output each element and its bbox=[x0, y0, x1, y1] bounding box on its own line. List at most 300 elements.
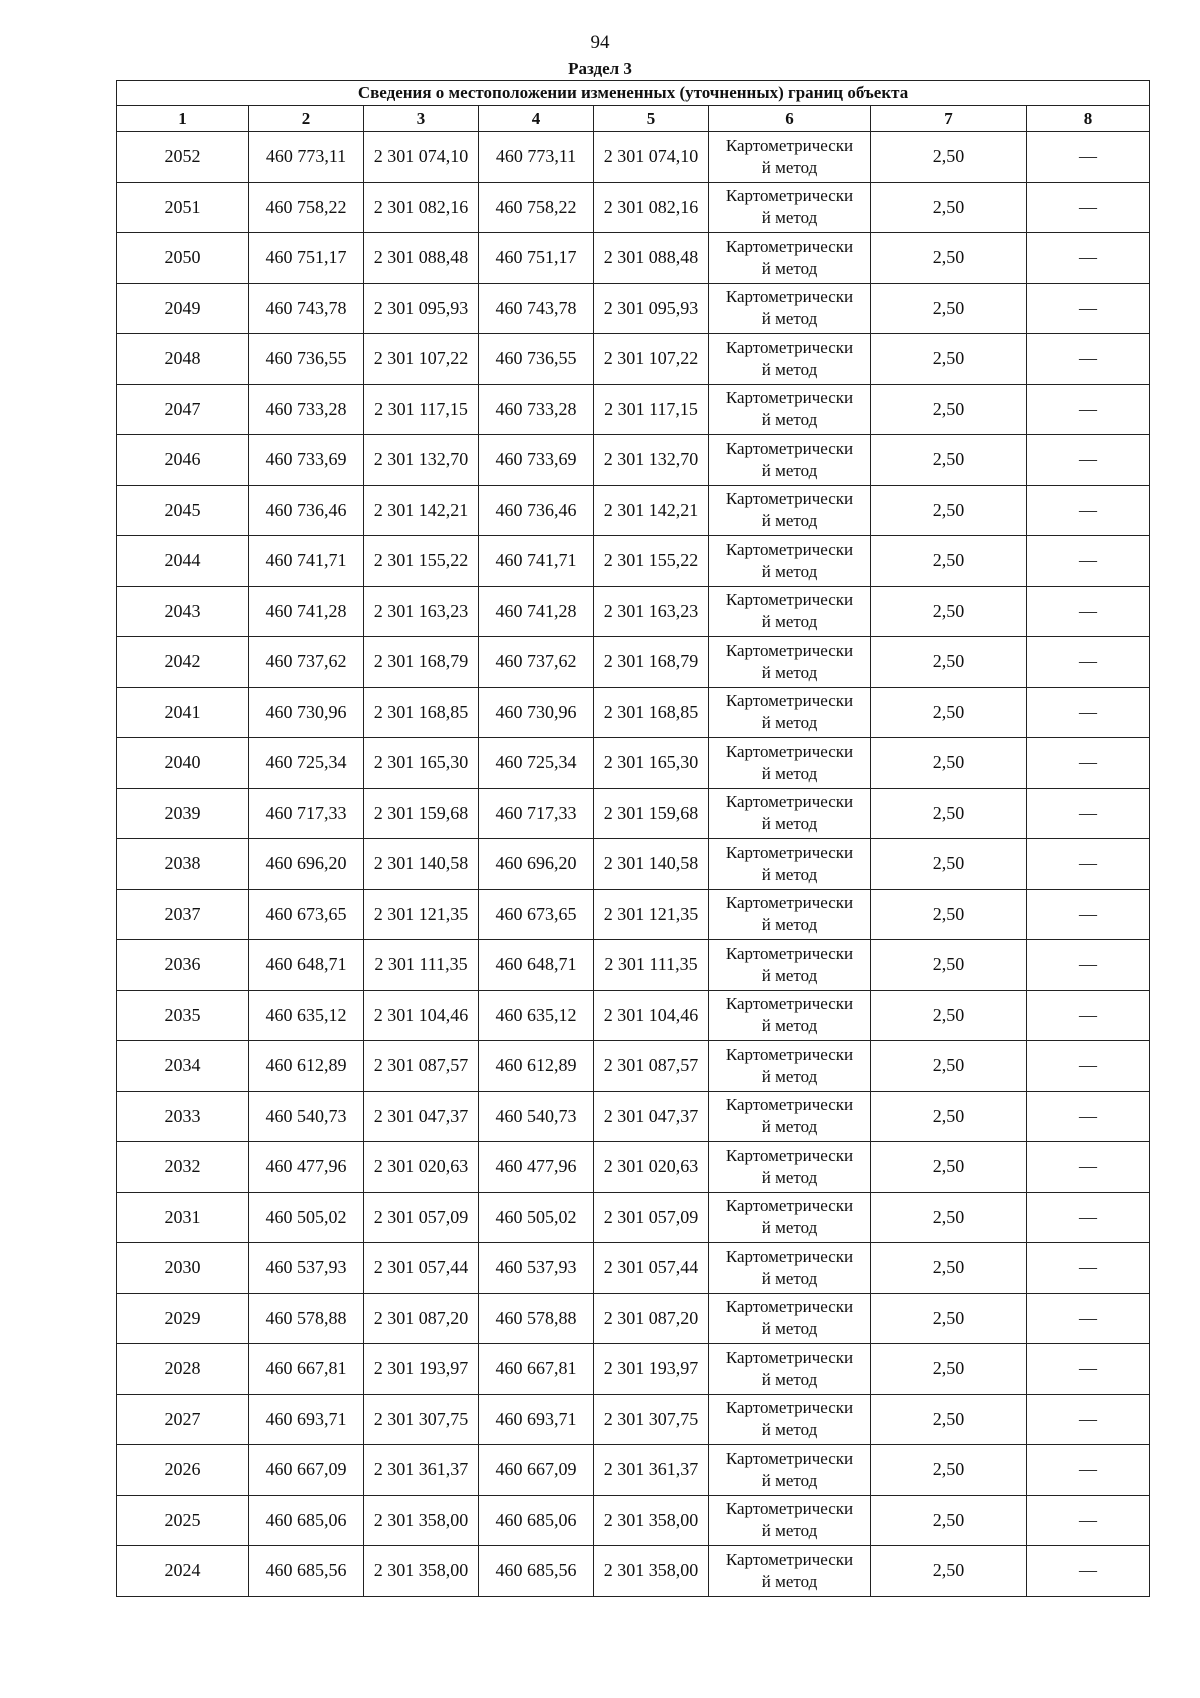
table-body bbox=[117, 132, 1150, 1597]
point-number-cell: 2046 bbox=[117, 435, 249, 486]
existing-y-cell: 2 301 307,75 bbox=[364, 1394, 479, 1445]
new-y-cell: 2 301 307,75 bbox=[594, 1394, 709, 1445]
table-row bbox=[117, 1546, 1150, 1597]
note-cell: — bbox=[1027, 1091, 1150, 1142]
note-cell: — bbox=[1027, 283, 1150, 334]
new-x-cell: 460 737,62 bbox=[479, 637, 594, 688]
method-cell bbox=[709, 1091, 871, 1142]
existing-x-cell: 460 733,69 bbox=[249, 435, 364, 486]
accuracy-cell: 2,50 bbox=[871, 990, 1027, 1041]
existing-y-cell: 2 301 074,10 bbox=[364, 132, 479, 183]
new-x-cell: 460 717,33 bbox=[479, 788, 594, 839]
point-number-cell: 2049 bbox=[117, 283, 249, 334]
point-number-cell: 2035 bbox=[117, 990, 249, 1041]
method-line: Картометрически bbox=[725, 287, 854, 307]
table-row bbox=[117, 990, 1150, 1041]
method-cell bbox=[709, 839, 871, 890]
new-x-cell: 460 733,69 bbox=[479, 435, 594, 486]
accuracy-cell: 2,50 bbox=[871, 1041, 1027, 1092]
method-line: й метод bbox=[761, 1420, 818, 1440]
point-number-cell: 2036 bbox=[117, 940, 249, 991]
note-cell: — bbox=[1027, 839, 1150, 890]
new-x-cell: 460 635,12 bbox=[479, 990, 594, 1041]
existing-x-cell: 460 537,93 bbox=[249, 1243, 364, 1294]
column-header: 1 bbox=[117, 106, 249, 132]
existing-y-cell: 2 301 087,57 bbox=[364, 1041, 479, 1092]
note-cell: — bbox=[1027, 586, 1150, 637]
note-cell: — bbox=[1027, 1445, 1150, 1496]
new-x-cell: 460 578,88 bbox=[479, 1293, 594, 1344]
method-line: й метод bbox=[761, 1066, 818, 1086]
existing-x-cell: 460 693,71 bbox=[249, 1394, 364, 1445]
existing-y-cell: 2 301 168,79 bbox=[364, 637, 479, 688]
point-number-cell: 2047 bbox=[117, 384, 249, 435]
table-caption: Сведения о местоположении измененных (уточненных) границ объекта bbox=[117, 81, 1150, 106]
accuracy-cell: 2,50 bbox=[871, 1344, 1027, 1395]
note-cell: — bbox=[1027, 738, 1150, 789]
point-number-cell: 2029 bbox=[117, 1293, 249, 1344]
method-line: Картометрически bbox=[725, 842, 854, 862]
table-row bbox=[117, 940, 1150, 991]
accuracy-cell: 2,50 bbox=[871, 182, 1027, 233]
note-cell: — bbox=[1027, 788, 1150, 839]
method-cell bbox=[709, 1192, 871, 1243]
new-y-cell: 2 301 155,22 bbox=[594, 536, 709, 587]
new-x-cell: 460 685,06 bbox=[479, 1495, 594, 1546]
method-line: й метод bbox=[761, 662, 818, 682]
new-x-cell: 460 667,81 bbox=[479, 1344, 594, 1395]
method-line: Картометрически bbox=[725, 388, 854, 408]
point-number-cell: 2024 bbox=[117, 1546, 249, 1597]
method-line: й метод bbox=[761, 258, 818, 278]
page-number: 94 bbox=[590, 32, 610, 53]
note-cell: — bbox=[1027, 1394, 1150, 1445]
existing-y-cell: 2 301 159,68 bbox=[364, 788, 479, 839]
table-row bbox=[117, 1192, 1150, 1243]
new-x-cell: 460 736,55 bbox=[479, 334, 594, 385]
accuracy-cell: 2,50 bbox=[871, 788, 1027, 839]
method-line: й метод bbox=[761, 460, 818, 480]
new-y-cell: 2 301 168,85 bbox=[594, 687, 709, 738]
existing-y-cell: 2 301 047,37 bbox=[364, 1091, 479, 1142]
existing-x-cell: 460 758,22 bbox=[249, 182, 364, 233]
existing-y-cell: 2 301 087,20 bbox=[364, 1293, 479, 1344]
method-line: й метод bbox=[761, 410, 818, 430]
table-row bbox=[117, 233, 1150, 284]
new-y-cell: 2 301 082,16 bbox=[594, 182, 709, 233]
method-cell bbox=[709, 132, 871, 183]
existing-y-cell: 2 301 107,22 bbox=[364, 334, 479, 385]
new-y-cell: 2 301 168,79 bbox=[594, 637, 709, 688]
accuracy-cell: 2,50 bbox=[871, 384, 1027, 435]
new-y-cell: 2 301 117,15 bbox=[594, 384, 709, 435]
method-line: й метод bbox=[761, 1016, 818, 1036]
accuracy-cell: 2,50 bbox=[871, 889, 1027, 940]
new-y-cell: 2 301 095,93 bbox=[594, 283, 709, 334]
point-number-cell: 2040 bbox=[117, 738, 249, 789]
note-cell: — bbox=[1027, 687, 1150, 738]
method-line: й метод bbox=[761, 612, 818, 632]
table-row bbox=[117, 788, 1150, 839]
method-cell bbox=[709, 1293, 871, 1344]
method-line: й метод bbox=[761, 1218, 818, 1238]
method-line: Картометрически bbox=[725, 236, 854, 256]
note-cell: — bbox=[1027, 637, 1150, 688]
existing-x-cell: 460 685,06 bbox=[249, 1495, 364, 1546]
existing-y-cell: 2 301 057,09 bbox=[364, 1192, 479, 1243]
table-row bbox=[117, 637, 1150, 688]
method-line: й метод bbox=[761, 713, 818, 733]
new-y-cell: 2 301 057,44 bbox=[594, 1243, 709, 1294]
new-x-cell: 460 733,28 bbox=[479, 384, 594, 435]
existing-y-cell: 2 301 088,48 bbox=[364, 233, 479, 284]
existing-x-cell: 460 717,33 bbox=[249, 788, 364, 839]
new-x-cell: 460 751,17 bbox=[479, 233, 594, 284]
column-header: 5 bbox=[594, 106, 709, 132]
existing-y-cell: 2 301 082,16 bbox=[364, 182, 479, 233]
note-cell: — bbox=[1027, 536, 1150, 587]
existing-y-cell: 2 301 095,93 bbox=[364, 283, 479, 334]
existing-x-cell: 460 696,20 bbox=[249, 839, 364, 890]
existing-x-cell: 460 667,81 bbox=[249, 1344, 364, 1395]
method-line: Картометрически bbox=[725, 489, 854, 509]
method-cell bbox=[709, 940, 871, 991]
table-row bbox=[117, 1495, 1150, 1546]
accuracy-cell: 2,50 bbox=[871, 586, 1027, 637]
new-y-cell: 2 301 358,00 bbox=[594, 1495, 709, 1546]
point-number-cell: 2044 bbox=[117, 536, 249, 587]
new-x-cell: 460 741,71 bbox=[479, 536, 594, 587]
new-y-cell: 2 301 193,97 bbox=[594, 1344, 709, 1395]
point-number-cell: 2042 bbox=[117, 637, 249, 688]
section-title: Раздел 3 bbox=[568, 59, 632, 78]
method-line: й метод bbox=[761, 1117, 818, 1137]
new-y-cell: 2 301 111,35 bbox=[594, 940, 709, 991]
table-row bbox=[117, 132, 1150, 183]
existing-y-cell: 2 301 057,44 bbox=[364, 1243, 479, 1294]
method-line: й метод bbox=[761, 864, 818, 884]
new-y-cell: 2 301 104,46 bbox=[594, 990, 709, 1041]
method-line: й метод bbox=[761, 814, 818, 834]
new-x-cell: 460 743,78 bbox=[479, 283, 594, 334]
point-number-cell: 2038 bbox=[117, 839, 249, 890]
accuracy-cell: 2,50 bbox=[871, 1394, 1027, 1445]
method-cell bbox=[709, 536, 871, 587]
column-header: 7 bbox=[871, 106, 1027, 132]
point-number-cell: 2027 bbox=[117, 1394, 249, 1445]
accuracy-cell: 2,50 bbox=[871, 334, 1027, 385]
new-x-cell: 460 736,46 bbox=[479, 485, 594, 536]
new-y-cell: 2 301 074,10 bbox=[594, 132, 709, 183]
method-line: й метод bbox=[761, 965, 818, 985]
method-line: й метод bbox=[761, 208, 818, 228]
method-line: Картометрически bbox=[725, 994, 854, 1014]
new-y-cell: 2 301 140,58 bbox=[594, 839, 709, 890]
point-number-cell: 2045 bbox=[117, 485, 249, 536]
new-y-cell: 2 301 361,37 bbox=[594, 1445, 709, 1496]
existing-y-cell: 2 301 140,58 bbox=[364, 839, 479, 890]
existing-x-cell: 460 477,96 bbox=[249, 1142, 364, 1193]
existing-x-cell: 460 648,71 bbox=[249, 940, 364, 991]
new-y-cell: 2 301 121,35 bbox=[594, 889, 709, 940]
table-row bbox=[117, 1344, 1150, 1395]
note-cell: — bbox=[1027, 1546, 1150, 1597]
table-row bbox=[117, 889, 1150, 940]
new-y-cell: 2 301 087,57 bbox=[594, 1041, 709, 1092]
method-cell bbox=[709, 1142, 871, 1193]
table-row bbox=[117, 485, 1150, 536]
new-x-cell: 460 693,71 bbox=[479, 1394, 594, 1445]
accuracy-cell: 2,50 bbox=[871, 1142, 1027, 1193]
point-number-cell: 2030 bbox=[117, 1243, 249, 1294]
new-x-cell: 460 730,96 bbox=[479, 687, 594, 738]
new-y-cell: 2 301 142,21 bbox=[594, 485, 709, 536]
existing-x-cell: 460 540,73 bbox=[249, 1091, 364, 1142]
method-line: Картометрически bbox=[725, 1196, 854, 1216]
existing-x-cell: 460 635,12 bbox=[249, 990, 364, 1041]
method-line: Картометрически bbox=[725, 1347, 854, 1367]
existing-y-cell: 2 301 165,30 bbox=[364, 738, 479, 789]
existing-y-cell: 2 301 111,35 bbox=[364, 940, 479, 991]
note-cell: — bbox=[1027, 1192, 1150, 1243]
new-x-cell: 460 685,56 bbox=[479, 1546, 594, 1597]
existing-y-cell: 2 301 193,97 bbox=[364, 1344, 479, 1395]
method-line: й метод bbox=[761, 763, 818, 783]
accuracy-cell: 2,50 bbox=[871, 283, 1027, 334]
method-line: Картометрически bbox=[725, 792, 854, 812]
method-cell bbox=[709, 1445, 871, 1496]
new-x-cell: 460 648,71 bbox=[479, 940, 594, 991]
method-cell bbox=[709, 586, 871, 637]
existing-x-cell: 460 751,17 bbox=[249, 233, 364, 284]
table-row bbox=[117, 839, 1150, 890]
method-line: Картометрически bbox=[725, 1246, 854, 1266]
column-header: 6 bbox=[709, 106, 871, 132]
method-cell bbox=[709, 1344, 871, 1395]
accuracy-cell: 2,50 bbox=[871, 435, 1027, 486]
new-y-cell: 2 301 358,00 bbox=[594, 1546, 709, 1597]
method-cell bbox=[709, 637, 871, 688]
existing-x-cell: 460 612,89 bbox=[249, 1041, 364, 1092]
note-cell: — bbox=[1027, 1041, 1150, 1092]
new-y-cell: 2 301 047,37 bbox=[594, 1091, 709, 1142]
method-cell bbox=[709, 182, 871, 233]
method-cell bbox=[709, 1243, 871, 1294]
existing-x-cell: 460 730,96 bbox=[249, 687, 364, 738]
note-cell: — bbox=[1027, 1495, 1150, 1546]
existing-x-cell: 460 736,46 bbox=[249, 485, 364, 536]
note-cell: — bbox=[1027, 940, 1150, 991]
note-cell: — bbox=[1027, 435, 1150, 486]
method-line: Картометрически bbox=[725, 1398, 854, 1418]
column-header: 2 bbox=[249, 106, 364, 132]
existing-y-cell: 2 301 020,63 bbox=[364, 1142, 479, 1193]
method-cell bbox=[709, 788, 871, 839]
method-line: й метод bbox=[761, 511, 818, 531]
point-number-cell: 2043 bbox=[117, 586, 249, 637]
table-row bbox=[117, 687, 1150, 738]
table-header-row bbox=[117, 106, 1150, 132]
method-cell bbox=[709, 990, 871, 1041]
column-header: 4 bbox=[479, 106, 594, 132]
method-line: Картометрически bbox=[725, 741, 854, 761]
method-line: й метод bbox=[761, 1369, 818, 1389]
point-number-cell: 2028 bbox=[117, 1344, 249, 1395]
table-row bbox=[117, 586, 1150, 637]
method-line: Картометрически bbox=[725, 1145, 854, 1165]
method-cell bbox=[709, 1546, 871, 1597]
method-line: й метод bbox=[761, 309, 818, 329]
existing-y-cell: 2 301 361,37 bbox=[364, 1445, 479, 1496]
column-header: 8 bbox=[1027, 106, 1150, 132]
method-cell bbox=[709, 889, 871, 940]
method-line: Картометрически bbox=[725, 640, 854, 660]
accuracy-cell: 2,50 bbox=[871, 637, 1027, 688]
existing-y-cell: 2 301 142,21 bbox=[364, 485, 479, 536]
table-caption-row bbox=[117, 81, 1150, 106]
method-line: Картометрически bbox=[725, 1044, 854, 1064]
table-row bbox=[117, 536, 1150, 587]
note-cell: — bbox=[1027, 1142, 1150, 1193]
new-y-cell: 2 301 107,22 bbox=[594, 334, 709, 385]
table-row bbox=[117, 283, 1150, 334]
new-y-cell: 2 301 057,09 bbox=[594, 1192, 709, 1243]
new-x-cell: 460 505,02 bbox=[479, 1192, 594, 1243]
new-x-cell: 460 741,28 bbox=[479, 586, 594, 637]
point-number-cell: 2033 bbox=[117, 1091, 249, 1142]
accuracy-cell: 2,50 bbox=[871, 1293, 1027, 1344]
table-row bbox=[117, 1293, 1150, 1344]
note-cell: — bbox=[1027, 384, 1150, 435]
new-y-cell: 2 301 132,70 bbox=[594, 435, 709, 486]
table-row bbox=[117, 334, 1150, 385]
method-line: й метод bbox=[761, 359, 818, 379]
method-cell bbox=[709, 384, 871, 435]
new-x-cell: 460 612,89 bbox=[479, 1041, 594, 1092]
point-number-cell: 2048 bbox=[117, 334, 249, 385]
accuracy-cell: 2,50 bbox=[871, 1495, 1027, 1546]
table-row bbox=[117, 182, 1150, 233]
method-line: Картометрически bbox=[725, 135, 854, 155]
note-cell: — bbox=[1027, 233, 1150, 284]
note-cell: — bbox=[1027, 132, 1150, 183]
method-line: й метод bbox=[761, 561, 818, 581]
accuracy-cell: 2,50 bbox=[871, 687, 1027, 738]
accuracy-cell: 2,50 bbox=[871, 940, 1027, 991]
accuracy-cell: 2,50 bbox=[871, 1091, 1027, 1142]
method-line: Картометрически bbox=[725, 943, 854, 963]
existing-y-cell: 2 301 155,22 bbox=[364, 536, 479, 587]
new-x-cell: 460 696,20 bbox=[479, 839, 594, 890]
method-line: й метод bbox=[761, 1167, 818, 1187]
existing-y-cell: 2 301 104,46 bbox=[364, 990, 479, 1041]
method-line: й метод bbox=[761, 915, 818, 935]
accuracy-cell: 2,50 bbox=[871, 233, 1027, 284]
table-row bbox=[117, 738, 1150, 789]
table-row bbox=[117, 1445, 1150, 1496]
note-cell: — bbox=[1027, 990, 1150, 1041]
new-x-cell: 460 537,93 bbox=[479, 1243, 594, 1294]
existing-x-cell: 460 667,09 bbox=[249, 1445, 364, 1496]
method-line: Картометрически bbox=[725, 1549, 854, 1569]
point-number-cell: 2052 bbox=[117, 132, 249, 183]
note-cell: — bbox=[1027, 1293, 1150, 1344]
new-x-cell: 460 673,65 bbox=[479, 889, 594, 940]
method-line: й метод bbox=[761, 1268, 818, 1288]
method-line: Картометрически bbox=[725, 1297, 854, 1317]
method-cell bbox=[709, 1041, 871, 1092]
accuracy-cell: 2,50 bbox=[871, 536, 1027, 587]
accuracy-cell: 2,50 bbox=[871, 132, 1027, 183]
point-number-cell: 2041 bbox=[117, 687, 249, 738]
table-row bbox=[117, 1041, 1150, 1092]
method-cell bbox=[709, 334, 871, 385]
table-row bbox=[117, 384, 1150, 435]
method-line: Картометрически bbox=[725, 337, 854, 357]
existing-y-cell: 2 301 132,70 bbox=[364, 435, 479, 486]
existing-y-cell: 2 301 163,23 bbox=[364, 586, 479, 637]
point-number-cell: 2034 bbox=[117, 1041, 249, 1092]
new-y-cell: 2 301 088,48 bbox=[594, 233, 709, 284]
table-row bbox=[117, 1394, 1150, 1445]
coordinates-table bbox=[116, 80, 1150, 1597]
existing-y-cell: 2 301 168,85 bbox=[364, 687, 479, 738]
existing-x-cell: 460 737,62 bbox=[249, 637, 364, 688]
note-cell: — bbox=[1027, 1243, 1150, 1294]
existing-x-cell: 460 725,34 bbox=[249, 738, 364, 789]
method-line: й метод bbox=[761, 1571, 818, 1591]
new-x-cell: 460 667,09 bbox=[479, 1445, 594, 1496]
method-cell bbox=[709, 283, 871, 334]
accuracy-cell: 2,50 bbox=[871, 485, 1027, 536]
table-row bbox=[117, 1142, 1150, 1193]
existing-x-cell: 460 685,56 bbox=[249, 1546, 364, 1597]
column-header: 3 bbox=[364, 106, 479, 132]
existing-x-cell: 460 673,65 bbox=[249, 889, 364, 940]
new-x-cell: 460 758,22 bbox=[479, 182, 594, 233]
existing-y-cell: 2 301 117,15 bbox=[364, 384, 479, 435]
method-line: Картометрически bbox=[725, 186, 854, 206]
method-line: Картометрически bbox=[725, 1095, 854, 1115]
existing-y-cell: 2 301 358,00 bbox=[364, 1495, 479, 1546]
note-cell: — bbox=[1027, 1344, 1150, 1395]
method-line: Картометрически bbox=[725, 1448, 854, 1468]
note-cell: — bbox=[1027, 182, 1150, 233]
point-number-cell: 2050 bbox=[117, 233, 249, 284]
method-cell bbox=[709, 485, 871, 536]
new-y-cell: 2 301 159,68 bbox=[594, 788, 709, 839]
method-line: й метод bbox=[761, 1319, 818, 1339]
method-cell bbox=[709, 738, 871, 789]
new-x-cell: 460 773,11 bbox=[479, 132, 594, 183]
note-cell: — bbox=[1027, 334, 1150, 385]
existing-x-cell: 460 741,71 bbox=[249, 536, 364, 587]
existing-x-cell: 460 578,88 bbox=[249, 1293, 364, 1344]
existing-x-cell: 460 733,28 bbox=[249, 384, 364, 435]
point-number-cell: 2032 bbox=[117, 1142, 249, 1193]
method-line: Картометрически bbox=[725, 590, 854, 610]
method-line: Картометрически bbox=[725, 1499, 854, 1519]
table-row bbox=[117, 1091, 1150, 1142]
new-x-cell: 460 540,73 bbox=[479, 1091, 594, 1142]
new-y-cell: 2 301 087,20 bbox=[594, 1293, 709, 1344]
accuracy-cell: 2,50 bbox=[871, 839, 1027, 890]
method-cell bbox=[709, 687, 871, 738]
existing-y-cell: 2 301 358,00 bbox=[364, 1546, 479, 1597]
method-cell bbox=[709, 1394, 871, 1445]
accuracy-cell: 2,50 bbox=[871, 1243, 1027, 1294]
method-cell bbox=[709, 1495, 871, 1546]
